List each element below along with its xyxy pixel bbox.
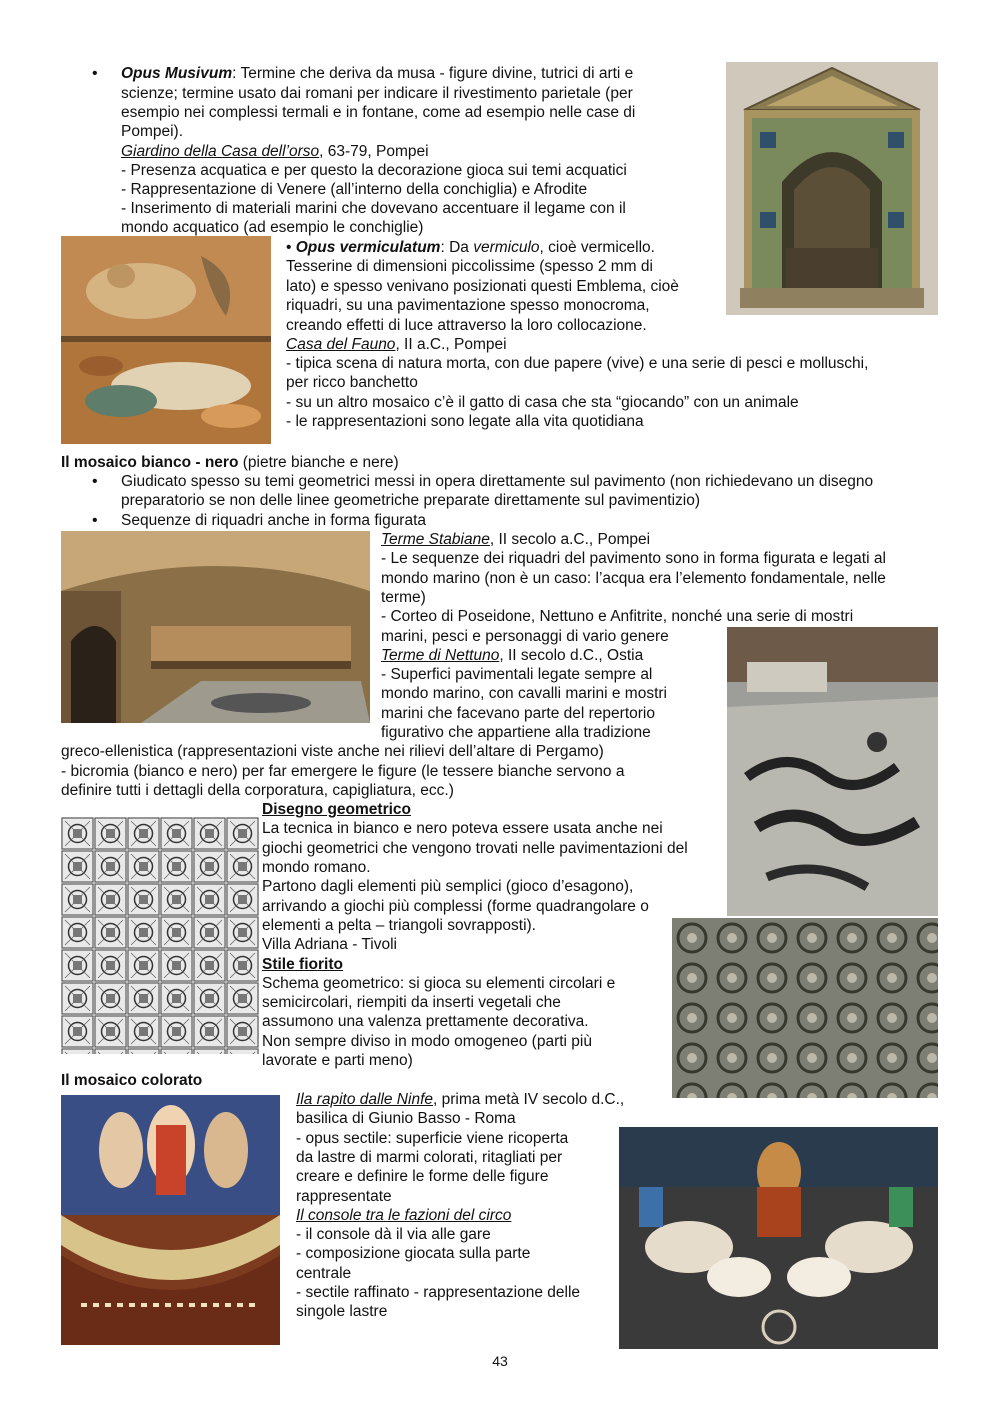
musivum-work: Giardino della Casa dell’orso, 63-79, Pompei xyxy=(121,143,429,160)
fiorito-line-1: Schema geometrico: si gioca su elementi circolari e xyxy=(262,975,616,992)
fiorito-heading: Stile fiorito xyxy=(262,956,343,973)
console-line-1: - il console dà il via alle gare xyxy=(296,1226,491,1243)
ila-work: Ila rapito dalle Ninfe, prima metà IV secolo d.C., xyxy=(296,1091,625,1108)
bianco-nero-bullet-1a: Giudicato spesso su temi geometrici messi in opera direttamente sul pavimento (non richiedevano un disegno xyxy=(121,473,874,490)
ila-line-2: - opus sectile: superficie viene ricoperta xyxy=(296,1130,569,1147)
geometrico-line-2: giochi geometrici che vengono trovati nelle pavimentazioni del xyxy=(262,840,688,857)
musivum-line-4: Pompei). xyxy=(121,123,184,140)
geometrico-line-6: elementi a pelta – triangoli sovrapposti). xyxy=(262,917,536,934)
geometrico-line-4: Partono dagli elementi più semplici (gioco d’esagono), xyxy=(262,878,634,895)
casa-del-fauno-mosaic-image xyxy=(61,236,271,444)
colorato-heading: Il mosaico colorato xyxy=(61,1072,203,1089)
musivum-point-4: mondo acquatico (ad esempio le conchiglie) xyxy=(121,219,424,236)
nettuno-point-5: greco-ellenistica (rappresentazioni viste anche nei rilievi dell’altare di Pergamo) xyxy=(61,743,604,760)
console-line-2: - composizione giocata sulla parte xyxy=(296,1245,531,1262)
ila-line-3: da lastre di marmi colorati, ritagliati per xyxy=(296,1149,563,1166)
fiorito-line-4: Non sempre diviso in modo omogeneo (parti più xyxy=(262,1033,592,1050)
fiorito-line-3: assumono una valenza prettamente decorativa. xyxy=(262,1013,589,1030)
musivum-point-3: - Inserimento di materiali marini che dovevano accentuare il legame con il xyxy=(121,200,626,217)
console-line-4: - sectile raffinato - rappresentazione delle xyxy=(296,1284,581,1301)
stabiane-point-5: marini, pesci e personaggi di vario genere xyxy=(381,628,669,645)
bullet-glyph: • xyxy=(92,65,98,82)
console-line-3: centrale xyxy=(296,1265,352,1282)
vermiculatum-point-3: - su un altro mosaico c’è il gatto di casa che sta “giocando” con un animale xyxy=(286,394,799,411)
stabiane-point-4: - Corteo di Poseidone, Nettuno e Anfitrite, nonché una serie di mostri xyxy=(381,608,854,625)
vermiculatum-line-2: Tesserine di dimensioni piccolissime (spesso 2 mm di xyxy=(286,258,653,275)
console-circo-image xyxy=(619,1127,938,1349)
musivum-line-3: esempio nei complessi termali e in fontane, come ad esempio nelle case di xyxy=(121,104,636,121)
geometrico-line-1: La tecnica in bianco e nero poteva essere usata anche nei xyxy=(262,820,663,837)
nettuno-point-3: marini che facevano parte del repertorio xyxy=(381,705,655,722)
nettuno-title: Terme di Nettuno xyxy=(381,647,500,664)
console-title: Il console tra le fazioni del circo xyxy=(296,1207,512,1224)
stabiane-title: Terme Stabiane xyxy=(381,531,490,548)
nettuno-work: Terme di Nettuno, II secolo d.C., Ostia xyxy=(381,647,644,664)
page-number: 43 xyxy=(492,1353,508,1369)
ila-line-4: creare e definire le forme delle figure xyxy=(296,1168,549,1185)
nettuno-point-7: definire tutti i dettagli della corporatura, capigliatura, ecc.) xyxy=(61,782,454,799)
vermiculatum-line-3: lato) e spesso venivano posizionati questi Emblema, cioè xyxy=(286,278,679,295)
nettuno-point-2: mondo marino, con cavalli marini e mostri xyxy=(381,685,667,702)
stabiane-point-2: mondo marino (non è un caso: l’acqua era l’elemento fondamentale, nelle xyxy=(381,570,886,587)
stabiane-work: Terme Stabiane, II secolo a.C., Pompei xyxy=(381,531,651,548)
fountain-mosaic-image xyxy=(726,62,938,315)
vermiculatum-line-4: riquadri, su una pavimentazione spesso monocroma, xyxy=(286,297,650,314)
geometrico-heading: Disegno geometrico xyxy=(262,801,411,818)
villa-adriana-geometric-image xyxy=(61,817,259,1054)
stabiane-point-3: terme) xyxy=(381,589,426,606)
musivum-line-2: scienze; termine usato dai romani per indicare il rivestimento parietale (per xyxy=(121,85,633,102)
geometrico-line-5: arrivando a giochi più complessi (forme quadrangolare o xyxy=(262,898,649,915)
vermiculatum-line-5: creando effetti di luce attraverso la loro collocazione. xyxy=(286,317,647,334)
musivum-work-title: Giardino della Casa dell’orso xyxy=(121,143,320,160)
vermiculatum-work: Casa del Fauno, II a.C., Pompei xyxy=(286,336,507,353)
stile-fiorito-image xyxy=(672,918,938,1098)
bianco-nero-bullet-2: Sequenze di riquadri anche in forma figurata xyxy=(121,512,427,529)
vermiculatum-point-2: per ricco banchetto xyxy=(286,374,418,391)
vermiculatum-point-4: - le rappresentazioni sono legate alla vita quotidiana xyxy=(286,413,644,430)
fiorito-line-5: lavorate e parti meno) xyxy=(262,1052,413,1069)
nettuno-point-6: - bicromia (bianco e nero) per far emergere le figure (le tessere bianche servono a xyxy=(61,763,625,780)
console-line-5: singole lastre xyxy=(296,1303,388,1320)
geometrico-line-7: Villa Adriana - Tivoli xyxy=(262,936,397,953)
bullet-glyph: • xyxy=(92,473,98,490)
vermiculatum-point-1: - tipica scena di natura morta, con due papere (vive) e una serie di pesci e molluschi, xyxy=(286,355,869,372)
musivum-term: Opus Musivum xyxy=(121,65,233,82)
ila-title: Ila rapito dalle Ninfe xyxy=(296,1091,433,1108)
terme-di-nettuno-image xyxy=(727,627,938,916)
bullet-glyph: • xyxy=(92,512,98,529)
ila-line-5: rappresentate xyxy=(296,1188,392,1205)
musivum-point-1: - Presenza acquatica e per questo la decorazione gioca sui temi acquatici xyxy=(121,162,627,179)
vermiculatum-work-title: Casa del Fauno xyxy=(286,336,396,353)
terme-stabiane-image xyxy=(61,531,370,723)
ila-line-1: basilica di Giunio Basso - Roma xyxy=(296,1110,516,1127)
musivum-line-1: Opus Musivum: Termine che deriva da musa - figure divine, tutrici di arti e xyxy=(121,65,634,82)
nettuno-point-4: figurativo che appartiene alla tradizione xyxy=(381,724,651,741)
stabiane-point-1: - Le sequenze dei riquadri del pavimento sono in forma figurata e legati al xyxy=(381,550,886,567)
nettuno-point-1: - Superfici pavimentali legate sempre al xyxy=(381,666,653,683)
vermiculatum-line-1: • Opus vermiculatum: Da vermiculo, cioè vermicello. xyxy=(286,239,655,256)
ila-rapito-image xyxy=(61,1095,280,1345)
musivum-point-2: - Rappresentazione di Venere (all’interno della conchiglia) e Afrodite xyxy=(121,181,588,198)
geometrico-line-3: mondo romano. xyxy=(262,859,371,876)
vermiculatum-term: Opus vermiculatum xyxy=(295,239,441,256)
fiorito-line-2: semicircolari, riempiti da inserti vegetali che xyxy=(262,994,561,1011)
bianco-nero-heading: Il mosaico bianco - nero (pietre bianche e nere) xyxy=(61,454,399,471)
bianco-nero-bullet-1b: preparatorio se non delle linee geometriche preparate direttamente sul pavimentizio) xyxy=(121,492,700,509)
